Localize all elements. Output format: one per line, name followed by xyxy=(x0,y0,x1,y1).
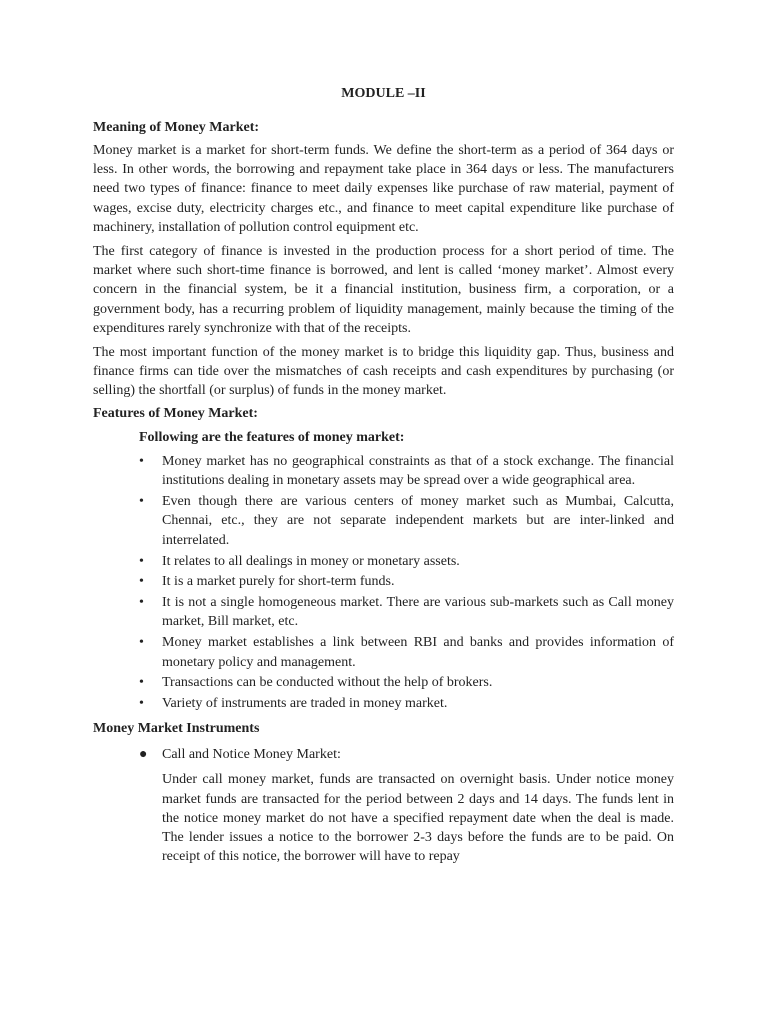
instruments-heading: Money Market Instruments xyxy=(93,721,260,737)
feature-item xyxy=(93,593,674,632)
meaning-paragraph-3: The most important function of the money market is to bridge this liquidity gap. Thus, business and finance firms can tide over the mismatches of cash receipts and cash expenditures by purchasing (or selling) the shortfall (or surplus) of funds in the money market. xyxy=(93,345,674,399)
feature-text: Money market has no geographical constraints as that of a stock exchange. The financial institutions dealing in monetary assets may be spread over a wide geographical area. xyxy=(162,453,674,489)
instrument-item xyxy=(93,745,674,764)
meaning-paragraph-2: The first category of finance is invested in the production process for a short period of time. The market where such short-time finance is borrowed, and lent is called ‘money market’. Almost every concern in the financial system, be it a financial institution, business firm, a corporation, or a government body, has a recurring problem of liquidity management, mainly because the timing of the expenditures rarely synchronize with that of the receipts. xyxy=(93,244,674,336)
feature-text: Money market establishes a link between RBI and banks and provides information of monetary policy and management. xyxy=(162,634,674,670)
instrument-title: Call and Notice Money Market: xyxy=(162,747,341,763)
feature-text: Variety of instruments are traded in money market. xyxy=(162,695,448,711)
feature-item xyxy=(93,673,674,693)
bullet-icon: • xyxy=(139,634,144,650)
bullet-icon: • xyxy=(139,594,144,610)
document-page xyxy=(93,86,674,866)
feature-text: It is not a single homogeneous market. There are various sub-markets such as Call money market, Bill market, etc. xyxy=(162,594,674,630)
meaning-paragraph-1: Money market is a market for short-term funds. We define the short-term as a period of 364 days or less. In other words, the borrowing and repayment take place in 364 days or less. The manufacturers need two types of finance: finance to meet daily expenses like purchase of raw material, payment of wages, excise duty, electricity charges etc., and finance to meet capital expenditure like purchase of machinery, installation of pollution control equipment etc. xyxy=(93,143,674,235)
features-list xyxy=(93,452,674,714)
feature-text: It relates to all dealings in money or monetary assets. xyxy=(162,553,460,569)
feature-item xyxy=(93,694,674,714)
feature-text: Even though there are various centers of money market such as Mumbai, Calcutta, Chennai, etc., they are not separate independent markets but are inter-linked and interrelated. xyxy=(162,493,674,549)
feature-item xyxy=(93,633,674,672)
bullet-icon: ● xyxy=(139,747,148,763)
bullet-icon: • xyxy=(139,453,144,469)
instrument-description: Under call money market, funds are transacted on overnight basis. Under notice money market funds are transacted for the period between 2 days and 14 days. The funds lent in the notice money market do not have a specified repayment date when the deal is made. The lender issues a notice to the borrower 2-3 days before the funds are to be paid. On receipt of this notice, the borrower will have to repay xyxy=(162,772,674,865)
feature-text: It is a market purely for short-term funds. xyxy=(162,574,395,590)
meaning-heading: Meaning of Money Market: xyxy=(93,120,260,135)
module-title: MODULE –II xyxy=(341,86,426,101)
feature-item xyxy=(93,492,674,551)
bullet-icon: • xyxy=(139,493,144,509)
feature-item xyxy=(93,572,674,592)
bullet-icon: • xyxy=(139,695,144,711)
bullet-icon: • xyxy=(139,553,144,569)
features-subheading: Following are the features of money market: xyxy=(139,429,405,445)
features-heading: Features of Money Market: xyxy=(93,405,258,421)
bullet-icon: • xyxy=(139,574,144,590)
feature-text: Transactions can be conducted without the help of brokers. xyxy=(162,675,493,691)
feature-item xyxy=(93,552,674,572)
bullet-icon: • xyxy=(139,675,144,691)
feature-item xyxy=(93,452,674,491)
